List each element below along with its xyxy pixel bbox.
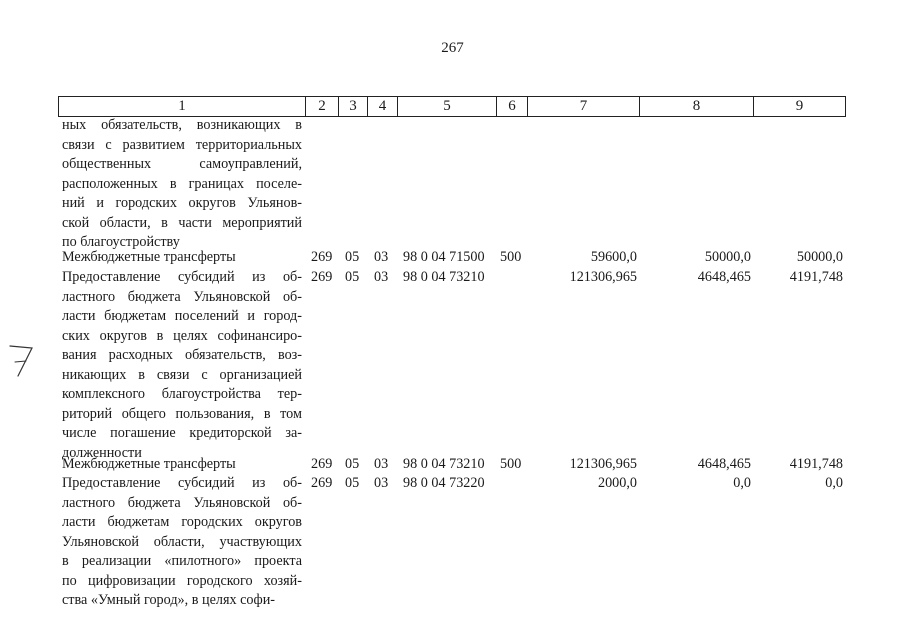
row3-c6: 500 [500,456,522,472]
row2-c3: 05 [345,269,360,285]
row1-c7: 59600,0 [590,249,637,265]
header-col-5: 5 [397,96,497,117]
header-col-4: 4 [367,96,398,117]
text-line: общественных самоуправлений, [62,156,302,172]
row2-c4: 03 [374,269,389,285]
text-line: риторий общего пользования, в том [62,405,302,422]
header-col-3: 3 [338,96,368,117]
row4-c2: 269 [311,475,333,491]
row3-name: Межбюджетные трансферты [62,456,236,472]
row3-c4: 03 [374,456,389,472]
row4-c9: 0,0 [825,475,843,491]
text-line: ских округов в целях софинансиро- [62,327,302,344]
text-line: расположенных в границах поселе- [62,175,302,192]
text-line: ласти бюджетам городских округов [62,514,302,530]
row1-name: Межбюджетные трансферты [62,249,236,265]
text-line: ний и городских округов Ульянов- [62,195,302,211]
row4-c3: 05 [345,475,360,491]
handwritten-mark-icon [6,340,36,380]
text-line: связи с развитием территориальных [62,136,302,153]
text-line: по благоустройству [62,234,180,250]
row3-c5: 98 0 04 73210 [403,456,485,472]
row3-c9: 4191,748 [789,456,843,472]
row1-c5: 98 0 04 71500 [403,249,485,265]
text-line: ластного бюджета Ульяновской об- [62,288,302,305]
row1-c4: 03 [374,249,389,265]
text-line: числе погашение кредиторской за- [62,425,302,441]
text-line: ства «Умный город», в целях софи- [62,592,276,608]
text-line: долженности [62,444,142,461]
text-line: Предоставление субсидий из об- [62,269,302,285]
row2-c2: 269 [311,269,333,285]
page-number: 267 [441,40,464,56]
header-col-7: 7 [527,96,640,117]
text-line: никающих в связи с организацией [62,366,302,383]
row4-c8: 0,0 [733,475,751,491]
row4-description [62,474,302,611]
text-line: комплексного благоустройства тер- [62,386,302,402]
row3-c7: 121306,965 [569,456,637,472]
header-col-2: 2 [305,96,339,117]
row3-c2: 269 [311,456,333,472]
row4-c4: 03 [374,475,389,491]
row2-c8: 4648,465 [697,269,751,285]
text-line: ласти бюджетам поселений и город- [62,308,302,324]
row2-c5: 98 0 04 73210 [403,269,485,285]
text-line: Предоставление субсидий из об- [62,475,302,491]
row3-c8: 4648,465 [697,456,751,472]
text-line: по цифровизации городского хозяй- [62,572,302,589]
text-line: ных обязательств, возникающих в [62,117,302,133]
row3-c3: 05 [345,456,360,472]
row2-c9: 4191,748 [789,269,843,285]
text-line: ской области, в части мероприятий [62,214,302,231]
row2-description [62,268,302,463]
header-col-6: 6 [496,96,528,117]
row4-c7: 2000,0 [597,475,637,491]
row1-c6: 500 [500,249,522,265]
header-col-1: 1 [58,96,306,117]
text-line: в реализации «пилотного» проекта [62,553,302,569]
row2-c7: 121306,965 [569,269,637,285]
text-line: Ульяновской области, участвующих [62,533,302,550]
header-col-9: 9 [753,96,846,117]
text-line: ластного бюджета Ульяновской об- [62,494,302,511]
row1-c9: 50000,0 [796,249,843,265]
row4-c5: 98 0 04 73220 [403,475,485,491]
row1-c2: 269 [311,249,333,265]
text-line: вания расходных обязательств, воз- [62,347,302,363]
header-col-8: 8 [639,96,754,117]
row1-c8: 50000,0 [704,249,751,265]
row1-c3: 05 [345,249,360,265]
block1-description [62,116,302,253]
